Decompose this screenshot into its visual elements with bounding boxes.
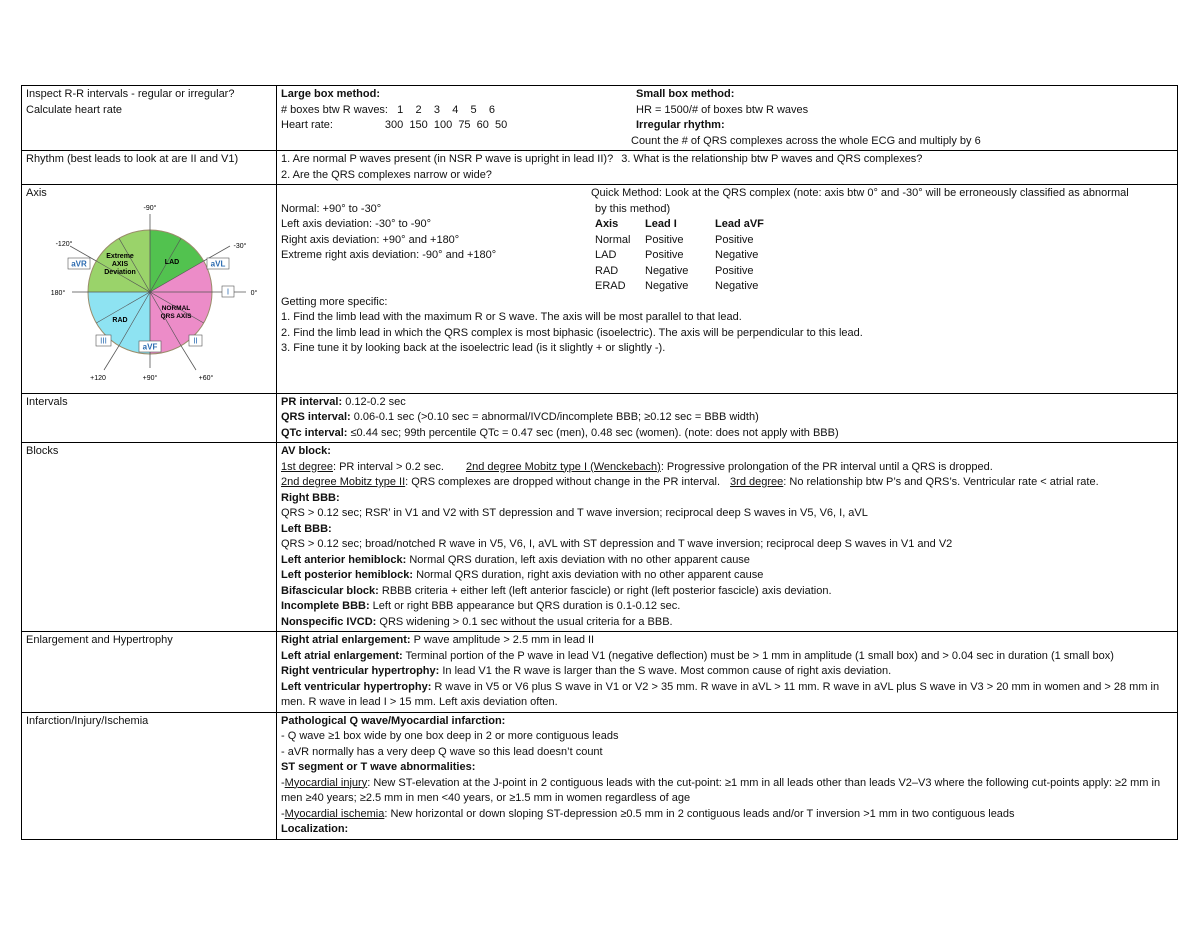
axis-cell: Negative xyxy=(645,280,689,292)
rbbb-text: QRS > 0.12 sec; RSR’ in V1 and V2 with ST depression and T wave inversion; reciprocal deep S waves in V5, V6, I, aVL xyxy=(281,507,868,519)
pr-title: PR interval: xyxy=(281,395,343,408)
infarction-content: Pathological Q wave/Myocardial infarction: - Q wave ≥1 box wide by one box deep in 2 or more contiguous leads - aVR normally has a very deep Q wave so this lead doesn’t count ST segment or T wave abnormalities: -Myocardial injury: New ST-elevation at the J-point in 2 contiguous leads with the cut-point: ≥1 mm in all leads other than leads V2–V3 where the following cut-points apply: ≥2 mm in men ≥40 years; ≥2.5 mm in men <40 years, or ≥1.5 mm in women regardless of age -Myocardial ischemia: New horizontal or down sloping ST-depression ≥0.5 mm in 2 contiguous leads and/or T inversion >1 mm in two contiguous leads Localization: xyxy=(277,712,1178,839)
axis-table-row xyxy=(595,279,770,295)
deg-lower-right: +60° xyxy=(198,374,214,382)
lvh-title: Left ventricular hypertrophy: xyxy=(281,680,432,693)
deg-upper-left: -120° xyxy=(55,240,73,248)
row-rhythm xyxy=(22,151,1178,185)
axis-cell: Negative xyxy=(645,264,689,277)
irregular-title: Irregular rhythm: xyxy=(636,119,725,131)
mobitz1-label: 2nd degree Mobitz type I (Wenckebach) xyxy=(465,460,661,473)
axis-specific-title: Getting more specific: xyxy=(281,295,388,308)
lbbb-title: Left BBB: xyxy=(281,522,332,535)
row-intervals xyxy=(22,393,1178,443)
rhythm-category xyxy=(22,151,277,185)
normal-label-1: NORMAL xyxy=(161,304,191,312)
deg-upper-right: -30° xyxy=(233,242,247,250)
intervals-label: Intervals xyxy=(26,395,68,408)
rvh-title: Right ventricular hypertrophy: xyxy=(281,665,440,677)
extreme-label-1: Extreme xyxy=(106,252,134,260)
row-rate xyxy=(22,86,1178,151)
enlargement-category xyxy=(22,632,277,713)
axis-quick-2: by this method) xyxy=(595,202,671,215)
incomplete-bbb-title: Incomplete BBB: xyxy=(281,600,370,612)
axis-th-lead-i: Lead I xyxy=(645,218,677,230)
large-box-counts: # boxes btw R waves: 1 2 3 4 5 6 xyxy=(281,103,495,116)
axis-category xyxy=(22,185,277,394)
enlargement-content xyxy=(277,632,1178,713)
nonspecific-ivcd-text: QRS widening > 0.1 sec without the usual criteria for a BBB. xyxy=(376,615,673,628)
rhythm-q1: 1. Are normal P waves present (in NSR P wave is upright in lead II)? xyxy=(281,153,614,165)
first-degree-label: 1st degree xyxy=(281,460,333,473)
deg-right: 0° xyxy=(250,289,258,297)
axis-label: Axis xyxy=(26,187,47,199)
axis-specific-3: 3. Fine tune it by looking back at the isoelectric lead (is it slightly + or slightly -). xyxy=(281,342,666,354)
qrs-title: QRS interval: xyxy=(281,411,351,423)
row-axis xyxy=(22,185,1178,394)
mobitz2-label: 2nd degree Mobitz type II xyxy=(281,476,406,488)
axis-cell: ERAD xyxy=(595,280,626,292)
axis-cell: Negative xyxy=(715,280,759,292)
av-block-title: AV block: xyxy=(281,445,331,457)
lbbb-text: QRS > 0.12 sec; broad/notched R wave in V5, V6, I, aVL with ST depression and T wave inversion; reciprocal deep S waves in V1 and V2 xyxy=(281,538,953,550)
rhythm-label: Rhythm (best leads to look at are II and V1) xyxy=(26,153,239,165)
deg-left: 180° xyxy=(50,289,66,297)
localization-title: Localization: xyxy=(281,823,349,835)
axis-cell: Positive xyxy=(645,249,684,261)
rhythm-q3: 3. What is the relationship btw P waves and QRS complexes? xyxy=(621,153,923,165)
lph-text: Normal QRS duration, right axis deviation with no other apparent cause xyxy=(413,569,764,581)
bifascicular-text: RBBB criteria + either left (left anterior fascicle) or right (left posterior fascicle) axis deviation. xyxy=(378,584,832,597)
deg-bottom: +90° xyxy=(142,374,158,382)
ischemia-label: Myocardial ischemia xyxy=(284,807,385,820)
axis-cell: LAD xyxy=(595,249,617,261)
rae-text: P wave amplitude > 2.5 mm in lead II xyxy=(410,634,595,646)
blocks-content xyxy=(277,443,1178,632)
axis-erad: Extreme right axis deviation: -90° and +180° xyxy=(281,249,497,261)
rhythm-content xyxy=(277,151,1178,185)
third-degree-text: : No relationship btw P’s and QRS’s. Ventricular rate < atrial rate. xyxy=(783,476,1099,488)
axis-normal: Normal: +90° to -30° xyxy=(281,202,382,215)
rad-label: RAD xyxy=(112,316,128,324)
rate-label-1: Inspect R-R intervals - regular or irregular? xyxy=(26,88,235,100)
axis-table-row xyxy=(595,248,770,264)
axis-wheel-diagram xyxy=(26,202,272,392)
lah-text: Normal QRS duration, left axis deviation with no other apparent cause xyxy=(406,553,750,566)
axis-content xyxy=(277,185,1178,394)
pathological-q-2: - aVR normally has a very deep Q wave so this lead doesn’t count xyxy=(281,745,603,758)
axis-lad: Left axis deviation: -30° to -90° xyxy=(281,218,432,230)
lead-ii-label: II xyxy=(193,336,198,345)
lead-avl-label: aVL xyxy=(210,259,226,268)
small-box-title: Small box method: xyxy=(636,88,735,100)
nonspecific-ivcd-title: Nonspecific IVCD: xyxy=(281,615,377,628)
small-box-formula: HR = 1500/# of boxes btw R waves xyxy=(636,103,809,116)
lvh-text: R wave in V5 or V6 plus S wave in V1 or V2 > 35 mm. R wave in aVL > 11 mm. R wave in aVL plus S wave in V3 > 20 mm in women and > 28 mm in men. R wave in lead I > 15 mm. Left axis deviation often. xyxy=(281,680,1160,708)
pr-text: 0.12-0.2 sec xyxy=(342,395,406,408)
blocks-category xyxy=(22,443,277,632)
lead-i-label: I xyxy=(226,287,230,296)
mobitz2-text: : QRS complexes are dropped without change in the PR interval. xyxy=(405,476,721,488)
infarction-label: Infarction/Injury/Ischemia xyxy=(26,714,149,727)
row-infarction xyxy=(22,712,1178,839)
ischemia-text: : New horizontal or down sloping ST-depression ≥0.5 mm in 2 contiguous leads and/or T inversion >1 mm in two contiguous leads xyxy=(384,807,1015,820)
normal-label-2: QRS AXIS xyxy=(160,312,192,320)
intervals-category xyxy=(22,393,277,443)
axis-cell: Positive xyxy=(715,264,754,277)
extreme-label-3: Deviation xyxy=(104,268,136,276)
lead-iii-label: III xyxy=(100,336,107,345)
rate-category xyxy=(22,86,277,151)
large-box-rates: Heart rate: 300 150 100 75 60 50 xyxy=(281,119,508,131)
lah-title: Left anterior hemiblock: xyxy=(281,553,407,566)
axis-cell: Normal xyxy=(595,233,631,246)
axis-quick-1: Quick Method: Look at the QRS complex (note: axis btw 0° and -30° will be erroneously classified as abnormal xyxy=(591,187,1129,199)
rvh-text: In lead V1 the R wave is larger than the S wave. Most common cause of right axis deviation. xyxy=(439,665,892,677)
first-degree-text: : PR interval > 0.2 sec. xyxy=(332,460,444,473)
ecg-reference-table xyxy=(21,85,1178,840)
rhythm-q2: 2. Are the QRS complexes narrow or wide? xyxy=(281,168,492,181)
axis-th-lead-avf: Lead aVF xyxy=(715,218,764,230)
axis-th-axis: Axis xyxy=(595,218,619,230)
lph-title: Left posterior hemiblock: xyxy=(281,569,414,581)
qtc-title: QTc interval: xyxy=(281,426,348,439)
bifascicular-title: Bifascicular block: xyxy=(281,584,379,597)
deg-top: -90° xyxy=(143,204,157,212)
axis-table-row xyxy=(595,233,770,249)
large-box-title: Large box method: xyxy=(281,88,381,100)
axis-rad: Right axis deviation: +90° and +180° xyxy=(281,233,460,246)
rate-label-2: Calculate heart rate xyxy=(26,103,122,116)
axis-lead-table xyxy=(595,217,770,295)
lead-avf-label: aVF xyxy=(142,342,158,351)
axis-specific-2: 2. Find the limb lead in which the QRS complex is most biphasic (isoelectric). The axis will be perpendicular to this lead. xyxy=(281,326,863,339)
intervals-content xyxy=(277,393,1178,443)
incomplete-bbb-text: Left or right BBB appearance but QRS duration is 0.1-0.12 sec. xyxy=(369,600,681,612)
axis-cell: Positive xyxy=(645,233,684,246)
lae-title: Left atrial enlargement: xyxy=(281,649,403,662)
lad-label: LAD xyxy=(164,258,180,266)
third-degree-label: 3rd degree xyxy=(730,476,784,488)
lae-text: Terminal portion of the P wave in lead V1 (negative deflection) must be > 1 mm in amplitude (1 small box) and > 0.04 sec in duration (1 small box) xyxy=(402,649,1114,662)
blocks-label: Blocks xyxy=(26,445,59,457)
qtc-text: ≤0.44 sec; 99th percentile QTc = 0.47 sec (men), 0.48 sec (women). (note: does not apply with BBB) xyxy=(347,426,839,439)
infarction-category xyxy=(22,712,277,839)
row-enlargement xyxy=(22,632,1178,713)
enlargement-label: Enlargement and Hypertrophy xyxy=(26,634,173,646)
row-blocks xyxy=(22,443,1178,632)
axis-cell: RAD xyxy=(595,264,619,277)
rae-title: Right atrial enlargement: xyxy=(281,634,411,646)
axis-cell: Negative xyxy=(715,249,759,261)
qrs-text: 0.06-0.1 sec (>0.10 sec = abnormal/IVCD/incomplete BBB; ≥0.12 sec = BBB width) xyxy=(350,411,759,423)
lead-avr-label: aVR xyxy=(71,259,87,268)
injury-label: Myocardial injury xyxy=(284,776,368,789)
axis-table-header xyxy=(595,217,770,233)
pathological-q-1: - Q wave ≥1 box wide by one box deep in 2 or more contiguous leads xyxy=(281,730,619,742)
irregular-text: Count the # of QRS complexes across the whole ECG and multiply by 6 xyxy=(631,134,981,147)
axis-wheel-svg xyxy=(26,202,266,382)
axis-cell: Positive xyxy=(715,233,754,246)
rate-content xyxy=(277,86,1178,151)
injury-text: : New ST-elevation at the J-point in 2 contiguous leads with the cut-point: ≥1 mm in all leads other than leads V2–V3 where the following cut-points apply: ≥2 mm in men ≥40 years; ≥2.5 mm in men <40 years, or ≥1.5 mm in women regardless of age xyxy=(281,776,1161,804)
extreme-label-2: AXIS xyxy=(111,260,129,268)
axis-table-row xyxy=(595,264,770,280)
axis-specific-1: 1. Find the limb lead with the maximum R or S wave. The axis will be most parallel to that lead. xyxy=(281,311,742,323)
rbbb-title: Right BBB: xyxy=(281,491,340,504)
pathological-q-title: Pathological Q wave/Myocardial infarction: xyxy=(281,714,506,727)
st-t-title: ST segment or T wave abnormalities: xyxy=(281,761,476,773)
mobitz1-text: : Progressive prolongation of the PR interval until a QRS is dropped. xyxy=(660,460,993,473)
deg-lower-left: +120 xyxy=(90,374,106,382)
